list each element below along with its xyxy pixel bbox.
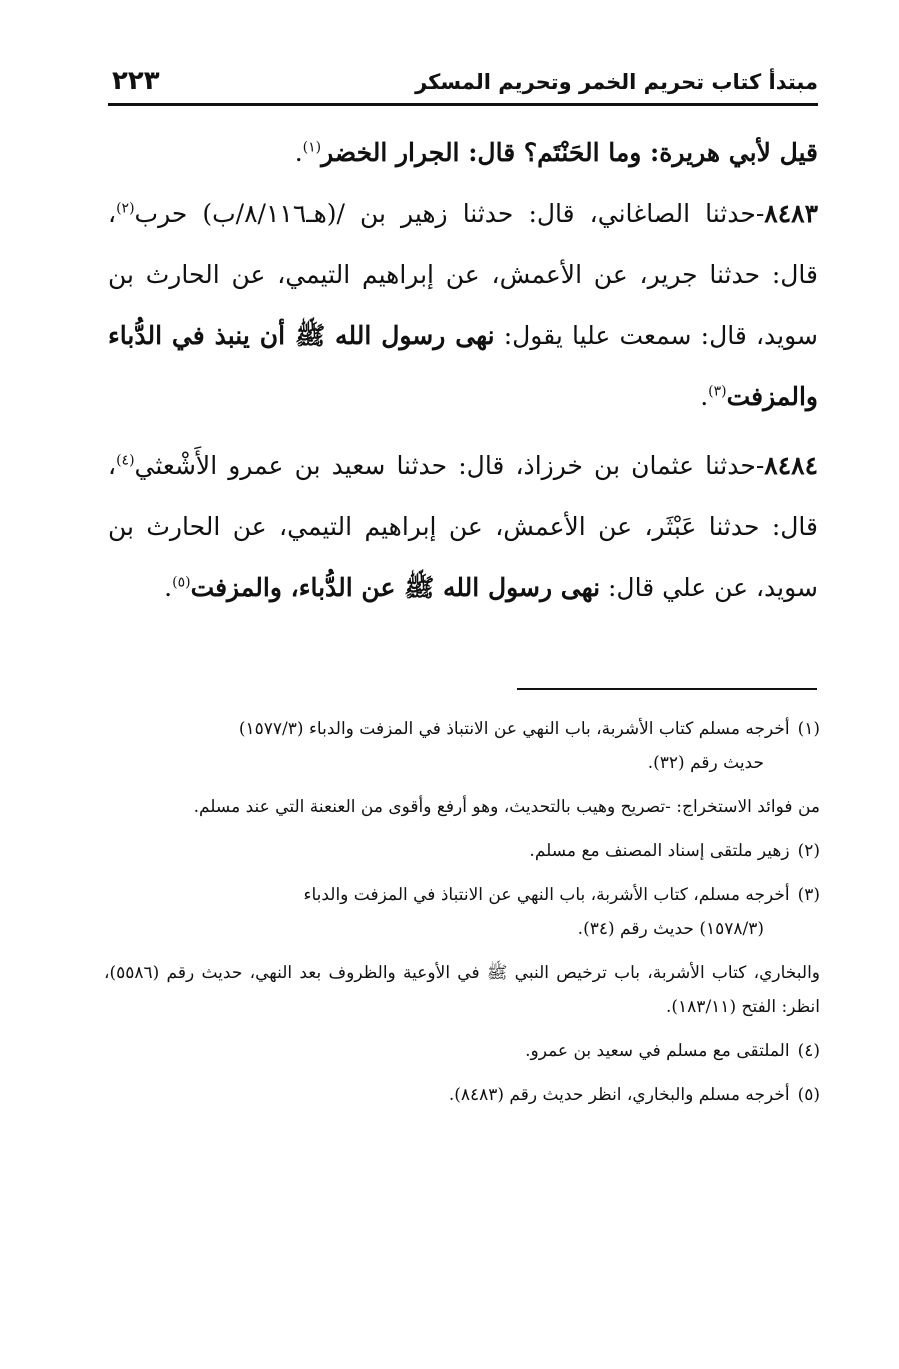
footnote-paragraph: من فوائد الاستخراج: -تصريح وهيب بالتحديث، وهو أرفع وأقوى من العنعنة التي عند مسلم.: [193, 797, 820, 817]
paragraph-intro: [108, 122, 818, 183]
footnote-number: (٥): [797, 1085, 820, 1105]
footnote-ref: (٤): [116, 452, 135, 469]
hadith-text: -حدثنا الصاغاني، قال: حدثنا زهير بن /(هـ٨/١١٦/ب) حرب: [134, 199, 765, 228]
hadith-text: ، قال: حدثنا جرير، عن الأعمش، عن إبراهيم التيمي، عن الحارث بن سويد، قال: سمعت عليا يقول:: [108, 199, 818, 350]
footnote-ref: (٣): [708, 383, 727, 400]
footnote-separator: [517, 688, 817, 690]
footnote-number: (٣): [797, 885, 820, 905]
footnote-text: زهير ملتقى إسناد المصنف مع مسلم.: [529, 841, 790, 861]
footnotes: [104, 712, 820, 1122]
footnote-5: [104, 1078, 820, 1112]
footnote-text: أخرجه مسلم والبخاري، انظر حديث رقم (٨٤٨٣).: [448, 1085, 790, 1105]
footnote-ref: (١): [302, 139, 322, 156]
footnote-3: [104, 878, 820, 946]
footnote-text: الملتقى مع مسلم في سعيد بن عمرو.: [525, 1041, 790, 1061]
footnote-text-cont: حديث رقم (٣٢).: [647, 753, 764, 773]
hadith-8484: [108, 435, 818, 618]
hadith-8483: [108, 183, 818, 427]
footnote-number: (٢): [797, 841, 820, 861]
footnote-3-note: [104, 956, 820, 1024]
footnote-text: أخرجه مسلم، كتاب الأشربة، باب النهي عن الانتباذ في المزفت والدباء: [303, 885, 790, 905]
hadith-number: ٨٤٨٣: [764, 199, 818, 228]
hadith-matn: نهى رسول الله ﷺ عن الدُّباء، والمزفت: [190, 573, 601, 602]
hadith-text: ، قال: حدثنا عَبْثَر، عن الأعمش، عن إبراهيم التيمي، عن الحارث بن سويد، عن علي قال:: [108, 451, 818, 602]
header-rule: [108, 103, 818, 106]
footnote-paragraph: والبخاري، كتاب الأشربة، باب ترخيص النبي ﷺ في الأوعية والظروف بعد النهي، حديث رقم (٥٥٨٦)، انظر: الفتح (١٨٣/١١).: [104, 963, 820, 1017]
hadith-matn: نهى رسول الله ﷺ أن ينبذ في الدُّباء والمزفت: [108, 321, 818, 411]
footnote-number: (٤): [797, 1041, 820, 1061]
intro-text: قيل لأبي هريرة: وما الحَنْتَم؟ قال: الجرار الخضر: [321, 138, 818, 167]
hadith-text: -حدثنا عثمان بن خرزاذ، قال: حدثنا سعيد بن عمرو الأَشْعثي: [134, 451, 765, 480]
footnote-ref: (٢): [116, 200, 135, 217]
main-text: [108, 122, 818, 618]
footnote-1-note: [104, 790, 820, 824]
page-number: ٢٢٣: [112, 66, 160, 96]
running-header: [108, 66, 818, 102]
footnote-text-cont: (١٥٧٨/٣) حديث رقم (٣٤).: [577, 919, 764, 939]
footnote-ref: (٥): [172, 574, 191, 591]
hadith-number: ٨٤٨٤: [764, 451, 818, 480]
hadith-end: .: [700, 382, 709, 411]
footnote-number: (١): [797, 719, 820, 739]
footnote-1: [104, 712, 820, 780]
header-title: مبتدأ كتاب تحريم الخمر وتحريم المسكر: [415, 70, 818, 94]
footnote-2: [104, 834, 820, 868]
intro-end: .: [294, 138, 303, 167]
footnote-text: أخرجه مسلم كتاب الأشربة، باب النهي عن الانتباذ في المزفت والدباء (١٥٧٧/٣): [238, 719, 790, 739]
hadith-end: .: [164, 573, 173, 602]
footnote-4: [104, 1034, 820, 1068]
